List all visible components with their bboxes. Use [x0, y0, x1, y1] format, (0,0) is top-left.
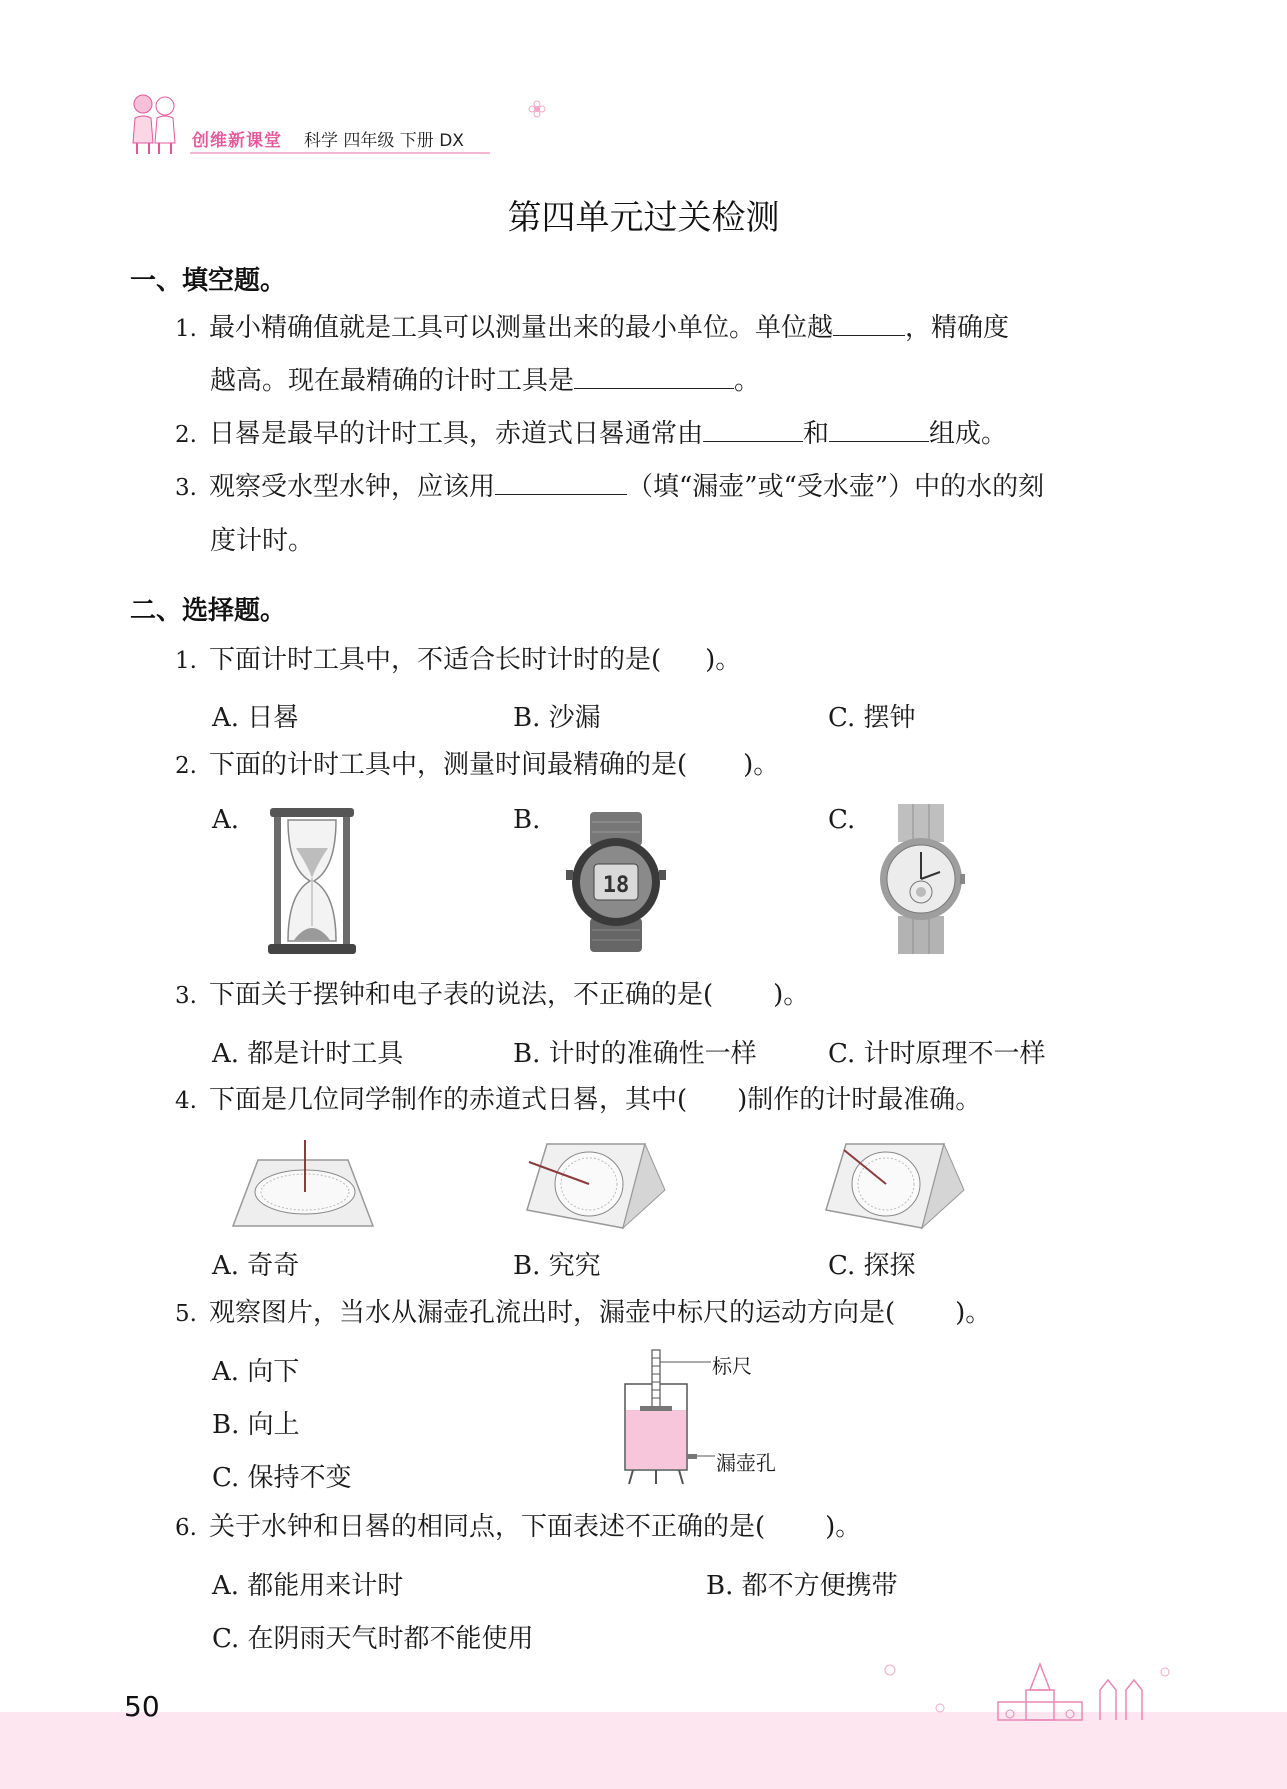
- fill-question-1-line1: [175, 313, 1009, 344]
- option-a[interactable]: A. 奇奇: [212, 1251, 300, 1281]
- flower-icon: [528, 100, 546, 118]
- answer-blank[interactable]: [829, 419, 929, 442]
- question-text: )制作的计时最准确。: [737, 1085, 982, 1115]
- fill-question-2: [175, 419, 1007, 450]
- question-number: 3.: [175, 983, 197, 1009]
- digital-watch-image: [566, 812, 666, 952]
- fill-question-3-line1: [175, 472, 1044, 503]
- question-number: 2.: [175, 753, 197, 779]
- castle-illustration: [880, 1650, 1170, 1722]
- option-a[interactable]: A. 日晷: [212, 703, 300, 733]
- option-b[interactable]: B. 计时的准确性一样: [513, 1039, 757, 1069]
- question-text: （填“漏壶”或“受水壶”）中的水的刻: [627, 472, 1045, 502]
- option-a[interactable]: A. 向下: [212, 1357, 300, 1387]
- fill-question-1-line2: [210, 366, 760, 396]
- option-b[interactable]: B. 沙漏: [513, 703, 601, 733]
- question-text: ，精确度: [905, 313, 1010, 343]
- fill-question-3-line2: 度计时。: [210, 526, 315, 556]
- sundial-b-image: [527, 1140, 665, 1230]
- watch-display-digits: 18: [602, 873, 630, 898]
- hourglass-image: [268, 808, 356, 954]
- option-b[interactable]: B.: [513, 805, 541, 835]
- choice-question-1: [175, 645, 741, 676]
- question-text: 组成。: [929, 419, 1008, 449]
- answer-blank[interactable]: [833, 313, 905, 336]
- question-number: 4.: [175, 1088, 197, 1114]
- question-text: 和: [803, 419, 830, 449]
- choice-question-4: [175, 1085, 981, 1116]
- water-clock-diagram: [625, 1348, 715, 1484]
- option-c[interactable]: C. 保持不变: [212, 1463, 352, 1493]
- option-c[interactable]: C.: [828, 805, 856, 835]
- question-text: )。: [773, 980, 810, 1010]
- question-number: 1.: [175, 648, 197, 674]
- page-title: 第四单元过关检测: [507, 198, 780, 238]
- question-number: 5.: [175, 1301, 197, 1327]
- answer-blank[interactable]: [574, 366, 734, 389]
- option-c[interactable]: C. 探探: [828, 1251, 916, 1281]
- choice-question-2: [175, 750, 779, 781]
- option-a[interactable]: A. 都能用来计时: [212, 1571, 404, 1601]
- kids-logo-illustration: [125, 88, 185, 156]
- option-c[interactable]: C. 计时原理不一样: [828, 1039, 1046, 1069]
- question-text: 。: [734, 366, 761, 396]
- question-number: 1.: [175, 316, 197, 342]
- question-text: 关于水钟和日晷的相同点，下面表述不正确的是(: [209, 1512, 766, 1542]
- brand-name: 创维新课堂: [192, 131, 282, 151]
- footer-band: [0, 1712, 1287, 1789]
- sundial-a-image: [233, 1140, 373, 1228]
- question-text: )。: [743, 750, 780, 780]
- question-number: 6.: [175, 1515, 197, 1541]
- option-c[interactable]: C. 在阴雨天气时都不能使用: [212, 1624, 534, 1654]
- section-heading-fill-blank: 一、填空题。: [130, 266, 287, 296]
- page-number: 50: [124, 1690, 160, 1723]
- question-text: )。: [825, 1512, 862, 1542]
- question-text: 最小精确值就是工具可以测量出来的最小单位。单位越: [209, 313, 834, 343]
- question-text: 下面关于摆钟和电子表的说法，不正确的是(: [209, 980, 714, 1010]
- option-b[interactable]: B. 都不方便携带: [706, 1571, 898, 1601]
- question-number: 2.: [175, 422, 197, 448]
- choice-question-5: [175, 1298, 991, 1329]
- option-b[interactable]: B. 向上: [212, 1410, 300, 1440]
- question-number: 3.: [175, 475, 197, 501]
- header-divider: [190, 152, 490, 154]
- option-a[interactable]: A. 都是计时工具: [212, 1039, 404, 1069]
- mechanical-watch-image: [878, 804, 964, 954]
- answer-blank[interactable]: [495, 472, 627, 495]
- answer-blank[interactable]: [703, 419, 803, 442]
- question-text: 越高。现在最精确的计时工具是: [210, 366, 575, 396]
- question-text: 观察图片，当水从漏壶孔流出时，漏壶中标尺的运动方向是(: [209, 1298, 896, 1328]
- section-heading-choice: 二、选择题。: [130, 596, 287, 626]
- sundial-c-image: [826, 1140, 964, 1230]
- question-text: 观察受水型水钟，应该用: [209, 472, 496, 502]
- label-drain-hole: 漏壶孔: [716, 1451, 776, 1475]
- choice-question-6: [175, 1512, 861, 1543]
- option-c[interactable]: C. 摆钟: [828, 703, 916, 733]
- choice-question-3: [175, 980, 809, 1011]
- question-text: 下面是几位同学制作的赤道式日晷，其中(: [209, 1085, 688, 1115]
- question-text: 下面的计时工具中，测量时间最精确的是(: [209, 750, 688, 780]
- question-text: 日晷是最早的计时工具，赤道式日晷通常由: [209, 419, 704, 449]
- question-text: )。: [705, 645, 742, 675]
- question-text: )。: [955, 1298, 992, 1328]
- option-a[interactable]: A.: [212, 805, 240, 835]
- option-b[interactable]: B. 究究: [513, 1251, 601, 1281]
- question-text: 下面计时工具中，不适合长时计时的是(: [209, 645, 662, 675]
- book-subtitle: 科学 四年级 下册 DX: [304, 131, 464, 151]
- label-ruler: 标尺: [712, 1354, 752, 1378]
